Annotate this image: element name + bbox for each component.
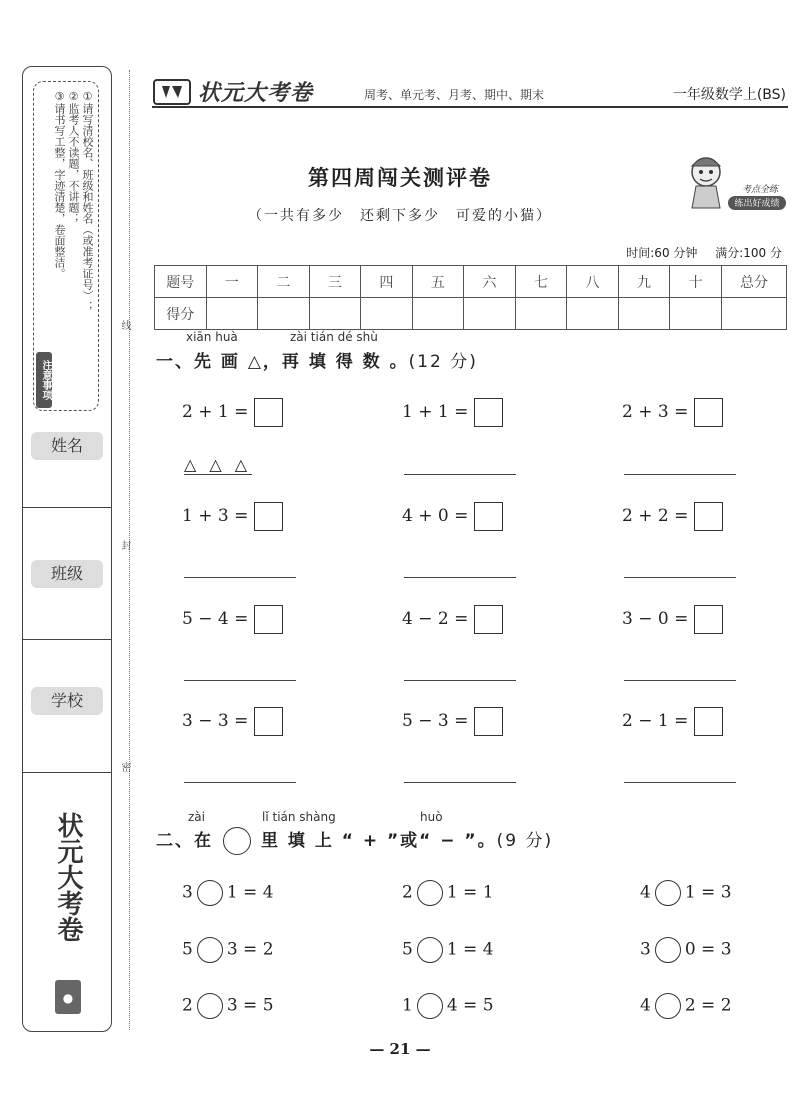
section2-pinyin-huo: huò [420, 810, 443, 824]
section2-title [156, 826, 553, 855]
drawing-line[interactable] [624, 680, 736, 681]
operator-problem: 1 4 = 5 [402, 993, 494, 1019]
operator-problem: 3 0 = 3 [640, 937, 732, 963]
score-cell: 九 [618, 266, 670, 298]
grade-label: 一年级数学上(BS) [672, 87, 786, 103]
section2-text-1: 在 [194, 831, 213, 851]
answer-box[interactable] [254, 605, 283, 634]
class-field-label: 班级 [31, 560, 103, 588]
operator-circle[interactable] [197, 993, 223, 1019]
score-input-cell[interactable] [258, 298, 310, 330]
operator-problem: 2 1 = 1 [402, 880, 494, 906]
equation: 1 + 3 = [182, 502, 283, 531]
section2-pinyin-mid: lǐ tián shàng [262, 810, 336, 824]
score-cell: 一 [206, 266, 258, 298]
equation: 2 + 2 = [622, 502, 723, 531]
score-cell: 题号 [155, 266, 207, 298]
answer-box[interactable] [694, 502, 723, 531]
section2-number: 二、 [156, 831, 194, 851]
notice-tag: 注意事项 [36, 352, 52, 408]
mascot-badge-2: 练出好成绩 [734, 199, 780, 209]
operator-problem: 3 1 = 4 [182, 880, 274, 906]
page-number: — 21 — [369, 1040, 431, 1058]
drawing-line[interactable] [184, 474, 252, 475]
equation: 4 − 2 = [402, 605, 503, 634]
score-table-header-row [155, 266, 787, 298]
drawing-line[interactable] [404, 782, 516, 783]
notice-line-3: ③请书写工整，字迹清楚，卷面整洁。 [53, 90, 66, 279]
time-limit: 时间:60 分钟 [626, 246, 698, 260]
equation: 2 + 3 = [622, 398, 723, 427]
operator-problem: 4 1 = 3 [640, 880, 732, 906]
answer-box[interactable] [474, 707, 503, 736]
section2-text-2: 里 填 上 “ + ”或“ − ”。 [261, 831, 497, 851]
operator-problem: 4 2 = 2 [640, 993, 732, 1019]
score-input-cell[interactable] [206, 298, 258, 330]
header-tagline: 周考、单元考、月考、期中、期末 [364, 88, 545, 102]
drawing-line[interactable] [624, 474, 736, 475]
circle-symbol-icon [223, 827, 251, 855]
section1-title [156, 347, 478, 372]
section1-pinyin-2: zài tián dé shù [290, 330, 378, 344]
equation: 4 + 0 = [402, 502, 503, 531]
score-cell: 七 [515, 266, 567, 298]
score-input-cell[interactable] [670, 298, 722, 330]
section1-points: (12 分) [408, 352, 478, 372]
score-input-cell[interactable] [412, 298, 464, 330]
notice-line-2: ②监考人不读题，不讲题； [67, 90, 80, 224]
score-cell: 八 [567, 266, 619, 298]
notice-box [33, 81, 99, 411]
answer-box[interactable] [254, 502, 283, 531]
score-input-cell[interactable] [309, 298, 361, 330]
mascot-badge-1: 考点全练 [741, 185, 779, 195]
equation: 5 − 3 = [402, 707, 503, 736]
score-cell: 四 [361, 266, 413, 298]
drawing-line[interactable] [404, 680, 516, 681]
answer-box[interactable] [254, 707, 283, 736]
publisher-logo [152, 78, 192, 106]
operator-problem: 5 1 = 4 [402, 937, 494, 963]
section1-pinyin-1: xiān huà [186, 330, 238, 344]
operator-circle[interactable] [197, 937, 223, 963]
answer-box[interactable] [694, 707, 723, 736]
equation: 5 − 4 = [182, 605, 283, 634]
section2-points: (9 分) [496, 831, 554, 851]
notice-line-1: ①请写清校名、班级和姓名（或准考证号）； [81, 90, 94, 312]
equation: 3 − 0 = [622, 605, 723, 634]
answer-box[interactable] [694, 605, 723, 634]
drawing-line[interactable] [624, 782, 736, 783]
name-field-label: 姓名 [31, 432, 103, 460]
school-field-label: 学校 [31, 687, 103, 715]
example-triangles: △ △ △ [184, 455, 252, 474]
operator-circle[interactable] [417, 937, 443, 963]
operator-circle[interactable] [417, 880, 443, 906]
panel-divider [23, 507, 111, 508]
page-title: 第四周闯关测评卷 [308, 166, 492, 190]
mascot-illustration [684, 150, 788, 212]
drawing-line[interactable] [184, 782, 296, 783]
operator-circle[interactable] [417, 993, 443, 1019]
equation: 1 + 1 = [402, 398, 503, 427]
drawing-line[interactable] [184, 680, 296, 681]
score-row-label: 得分 [155, 298, 207, 330]
time-info [612, 244, 782, 261]
panel-divider [23, 772, 111, 773]
full-score: 满分:100 分 [715, 246, 782, 260]
cut-word-secret: 密 [119, 762, 130, 772]
score-input-cell[interactable] [567, 298, 619, 330]
equation: 2 − 1 = [622, 707, 723, 736]
score-input-cell[interactable] [464, 298, 516, 330]
answer-box[interactable] [474, 605, 503, 634]
equation: 3 − 3 = [182, 707, 283, 736]
operator-circle[interactable] [655, 880, 681, 906]
cut-word-line: 线 [119, 320, 130, 330]
panel-divider [23, 639, 111, 640]
score-table [154, 265, 787, 330]
svg-text:●: ● [62, 991, 74, 1005]
score-input-cell[interactable] [361, 298, 413, 330]
score-table-score-row [155, 298, 787, 330]
drawing-line[interactable] [624, 577, 736, 578]
score-input-cell[interactable] [515, 298, 567, 330]
operator-circle[interactable] [655, 937, 681, 963]
operator-problem: 2 3 = 5 [182, 993, 274, 1019]
score-cell: 三 [309, 266, 361, 298]
score-cell: 十 [670, 266, 722, 298]
score-cell: 二 [258, 266, 310, 298]
cut-word-seal: 封 [119, 540, 130, 550]
operator-problem: 5 3 = 2 [182, 937, 274, 963]
drawing-line[interactable] [184, 577, 296, 578]
spine-brand-text: 状元大考卷 [53, 812, 83, 942]
spine-brand-logo [43, 802, 93, 1022]
operator-circle[interactable] [655, 993, 681, 1019]
section1-number: 一、 [156, 352, 194, 372]
drawing-line[interactable] [404, 577, 516, 578]
score-input-cell[interactable] [618, 298, 670, 330]
answer-box[interactable] [694, 398, 723, 427]
answer-box[interactable] [474, 398, 503, 427]
header-rule [152, 106, 788, 108]
score-input-cell[interactable] [722, 298, 787, 330]
operator-circle[interactable] [197, 880, 223, 906]
score-cell: 五 [412, 266, 464, 298]
section2-pinyin-zai: zài [188, 810, 205, 824]
page-subtitle: （一共有多少 还剩下多少 可爱的小猫） [248, 208, 552, 224]
section1-text: 先 画 △，再 填 得 数 。 [194, 352, 409, 372]
answer-box[interactable] [254, 398, 283, 427]
answer-box[interactable] [474, 502, 503, 531]
brand-title: 状元大考卷 [198, 81, 314, 106]
drawing-line[interactable] [404, 474, 516, 475]
score-cell: 总分 [722, 266, 787, 298]
equation: 2 + 1 = [182, 398, 283, 427]
score-cell: 六 [464, 266, 516, 298]
